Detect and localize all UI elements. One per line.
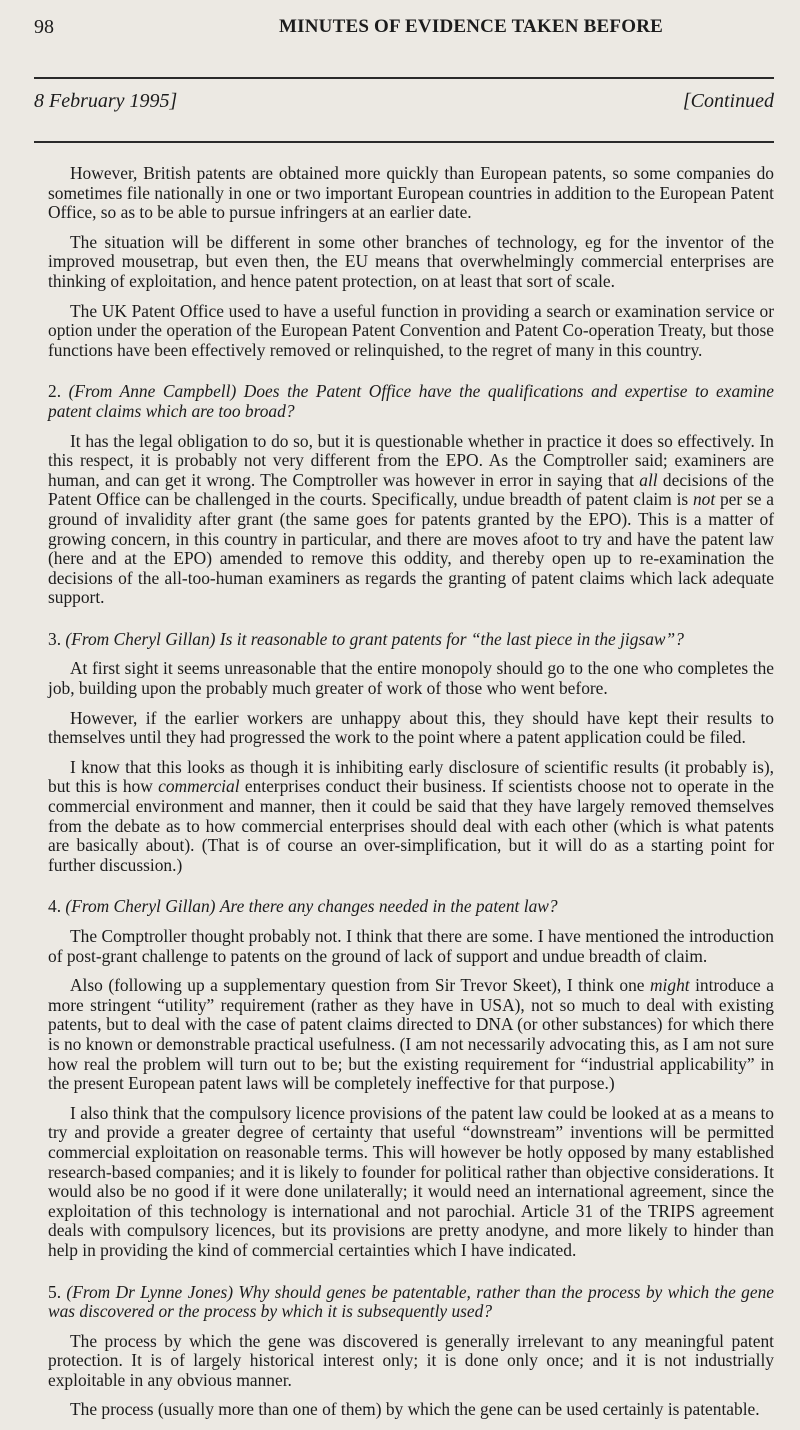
answer-2 bbox=[48, 432, 774, 608]
question-number: 2. bbox=[48, 381, 62, 402]
paragraph: However, British patents are obtained more quickly than European patents, so some companies do sometimes file nationally in one or two important European countries in addition to the European Patent Office, so as to be able to pursue infringers at an earlier date. bbox=[48, 163, 774, 223]
answer-3-paragraph bbox=[48, 758, 774, 876]
text-run: per se a ground of invalidity after grant (the same goes for patents granted by the EPO). This is a matter of growing concern, in this country in particular, and there are moves afoot to try and have the patent law (here and at the EPO) amended to remove this oddity, and thereby open up to re-examination the decisions of the all-too-human examiners as regards the granting of patent claims which lack adequate support. bbox=[48, 489, 774, 608]
text-run: I know that this looks as though it is inhibiting early disclosure of scientific results (it probably is), but this is how bbox=[48, 756, 774, 797]
paragraph: The situation will be different in some other branches of technology, eg for the inventor of the improved mousetrap, but even then, the EU means that overwhelmingly commercial enterprises are thinking of exploitation, and hence patent protection, on at least that sort of scale. bbox=[48, 231, 774, 291]
answer-3-paragraph: At first sight it seems unreasonable that the entire monopoly should go to the one who completes the job, building upon the probably much greater of work of those who went before. bbox=[48, 658, 774, 699]
emphasis: commercial bbox=[158, 776, 240, 797]
answer-3-paragraph: However, if the earlier workers are unhappy about this, they should have kept their results to themselves until they had progressed the work to the point where a patent application could be filed. bbox=[48, 707, 774, 748]
emphasis: all bbox=[639, 469, 658, 490]
question-4 bbox=[48, 897, 774, 917]
body-text bbox=[48, 164, 774, 1430]
question-author: (From Cheryl Gillan) bbox=[65, 628, 216, 649]
header-rule-bottom bbox=[34, 141, 774, 143]
question-number: 3. bbox=[48, 628, 62, 649]
question-author: (From Dr Lynne Jones) bbox=[66, 1281, 234, 1302]
question-author: (From Anne Campbell) bbox=[68, 381, 237, 402]
text-run: Also (following up a supplementary question from Sir Trevor Skeet), I think one bbox=[70, 975, 650, 996]
answer-4-paragraph: The Comptroller thought probably not. I think that there are some. I have mentioned the introduction of post-grant challenge to patents on the ground of lack of support and undue breadth of claim. bbox=[48, 926, 774, 966]
text-run: decisions of the Patent Office can be challenged in the courts. Specifically, undue breadth of patent claim is bbox=[48, 469, 774, 510]
question-text: Is it reasonable to grant patents for “the last piece in the jigsaw”? bbox=[219, 628, 684, 649]
paragraph: The UK Patent Office used to have a useful function in providing a search or examination service or option under the operation of the European Patent Convention and Patent Co-operation Treaty, but those functions have been effectively removed or relinquished, to the regret of many in this country. bbox=[48, 300, 774, 360]
question-number: 5. bbox=[48, 1281, 62, 1302]
answer-4-paragraph: I also think that the compulsory licence provisions of the patent law could be looked at as a means to try and provide a greater degree of certainty that useful “downstream” inventions will be permitted commercial exploitation on reasonable terms. This will however be hotly opposed by many established research-based companies; and it is likely to founder for political rather than objective considerations. It would also be no good if it were done unilaterally; it would need an international agreement, since the exploitation of this technology is international and not parochial. Article 31 of the TRIPS agreement deals with compulsory licences, but its provisions are pretty anodyne, and more likely to hinder than help in providing the kind of commercial certainties which I have indicated. bbox=[48, 1102, 774, 1260]
answer-4-paragraph bbox=[48, 976, 774, 1094]
session-date: 8 February 1995] bbox=[34, 90, 178, 112]
question-text: Are there any changes needed in the patent law? bbox=[219, 896, 558, 917]
answer-5-paragraph: The process by which the gene was discovered is generally irrelevant to any meaningful patent protection. It is of largely historical interest only; it is done only once; and it is not industrially exploitable in any obvious manner. bbox=[48, 1330, 774, 1390]
page-number: 98 bbox=[34, 16, 54, 38]
question-author: (From Cheryl Gillan) bbox=[65, 896, 216, 917]
running-title: MINUTES OF EVIDENCE TAKEN BEFORE bbox=[279, 16, 663, 37]
emphasis: might bbox=[649, 975, 690, 996]
header-rule-top bbox=[34, 77, 774, 79]
text-run: enterprises conduct their business. If scientists choose not to operate in the commercial environment and manner, then it could be said that they have largely removed themselves from the debate as to how commercial enterprises should deal with each other (which is what patents are basically about). (That is of course an over-simplification, but it will do as a starting point for further discussion.) bbox=[48, 776, 774, 875]
question-text: Does the Patent Office have the qualifications and expertise to examine patent claims which are too broad? bbox=[48, 381, 774, 421]
question-2 bbox=[48, 382, 774, 421]
question-5 bbox=[48, 1283, 774, 1322]
emphasis: not bbox=[692, 489, 716, 510]
question-number: 4. bbox=[48, 896, 62, 917]
question-text: Why should genes be patentable, rather than the process by which the gene was discovered or the process by which it is subsequently used? bbox=[48, 1281, 774, 1322]
text-run: introduce a more stringent “utility” requirement (rather as they have in USA), not so much to deal with existing patents, but to deal with the case of patent claims directed to DNA (or other substances) for which there is no known or demonstrable practical usefulness. (I am not necessarily advocating this, as I am not sure how real the problem will turn out to be; but the existing requirement for “industrial applicability” in the present European patent laws will be completely ineffective for that purpose.) bbox=[48, 975, 774, 1094]
continued-label: [Continued bbox=[682, 90, 774, 112]
text-run: It has the legal obligation to do so, but it is questionable whether in practice it does so effectively. In this respect, it is probably not very different from the EPO. As the Comptroller said; examiners are human, and can get it wrong. The Comptroller was however in error in saying that bbox=[48, 430, 774, 490]
answer-5-paragraph: The process (usually more than one of them) by which the gene can be used certainly is patentable. bbox=[70, 1399, 760, 1420]
question-3 bbox=[48, 630, 774, 650]
